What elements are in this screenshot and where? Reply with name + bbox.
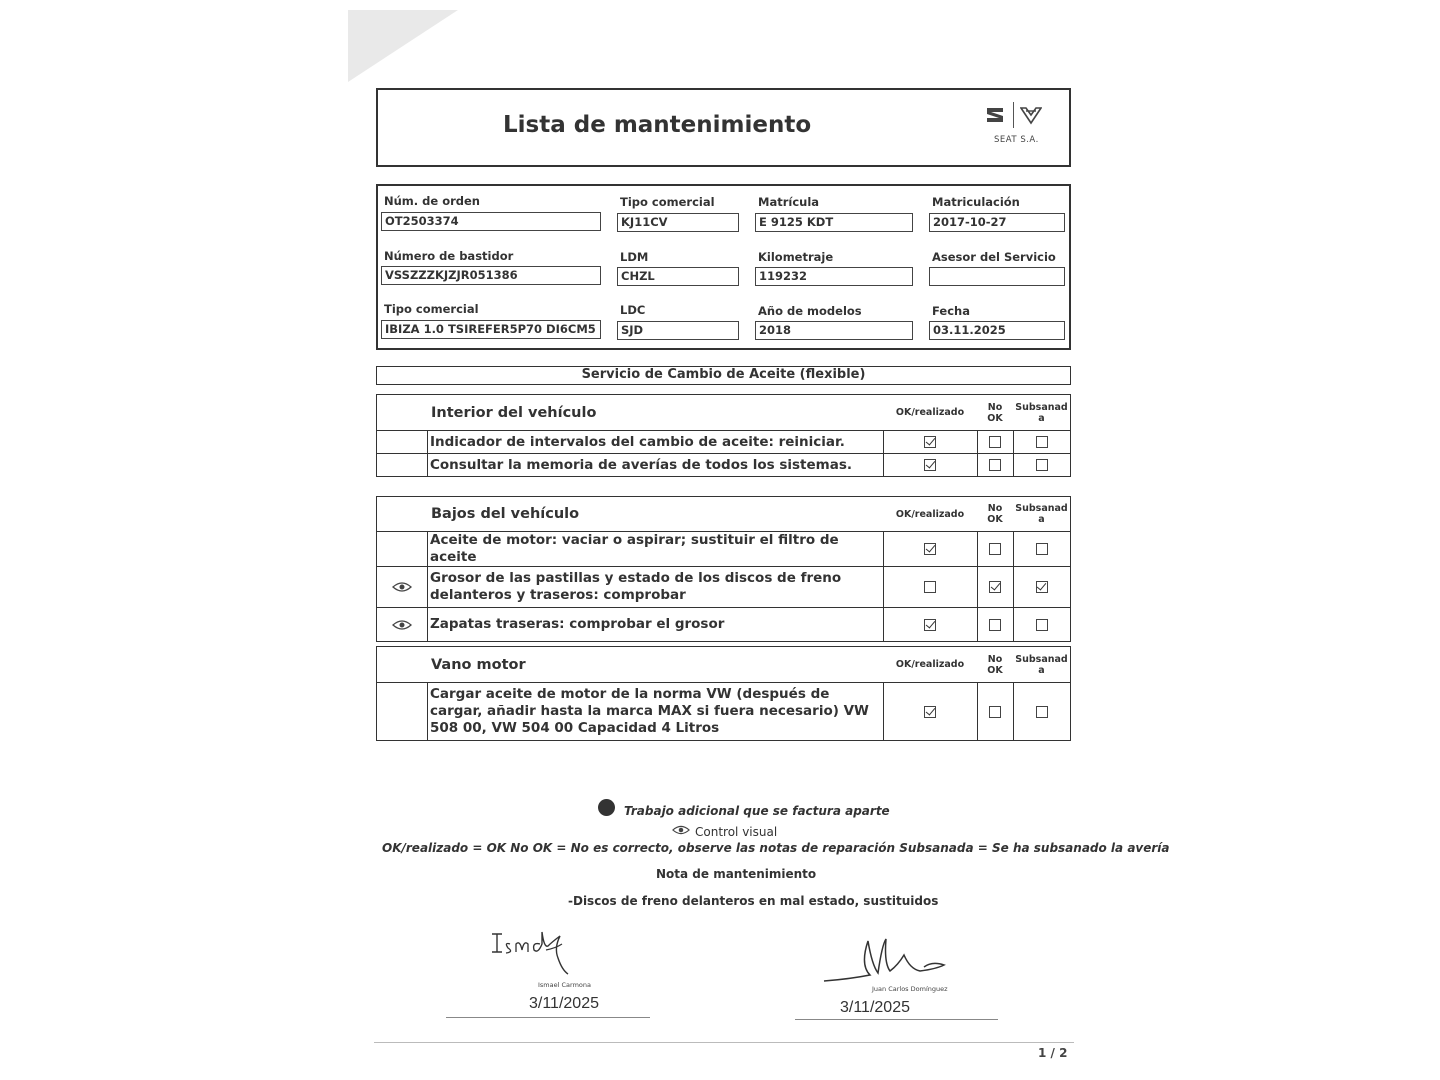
legend-visual-check: Control visual bbox=[695, 825, 778, 839]
col-header-no-ok: No OK bbox=[977, 647, 1013, 683]
field-label: Asesor del Servicio bbox=[932, 250, 1056, 264]
item-text: Cargar aceite de motor de la norma VW (después de cargar, añadir hasta la marca MAX si fuera necesario) VW 508 00, VW 504 00 Capacidad 4 Litros bbox=[428, 683, 884, 741]
signature-1 bbox=[488, 928, 580, 978]
eye-cell bbox=[377, 608, 428, 642]
field-label: Núm. de orden bbox=[384, 194, 480, 208]
field-label: Fecha bbox=[932, 304, 970, 318]
section-title: Bajos del vehículo bbox=[377, 497, 884, 532]
ldc-field: SJD bbox=[617, 321, 739, 340]
item-text: Consultar la memoria de averías de todos los sistemas. bbox=[428, 454, 884, 477]
table-row bbox=[377, 683, 1071, 741]
subsanado-checkbox[interactable] bbox=[1036, 581, 1048, 593]
field-label: Tipo comercial bbox=[620, 195, 715, 209]
eye-icon bbox=[392, 581, 412, 593]
notes-title: Nota de mantenimiento bbox=[656, 867, 817, 881]
mileage-field: 119232 bbox=[755, 267, 913, 286]
signature-date: 3/11/2025 bbox=[840, 999, 910, 1016]
ok-checkbox[interactable] bbox=[924, 581, 936, 593]
no-ok-checkbox[interactable] bbox=[989, 619, 1001, 631]
cupra-logo-icon bbox=[1020, 105, 1042, 125]
ldm-field: CHZL bbox=[617, 267, 739, 286]
footer-divider bbox=[374, 1042, 1074, 1043]
commercial-type-field: IBIZA 1.0 TSIREFER5P70 DI6CM5 bbox=[381, 320, 601, 339]
company-name: SEAT S.A. bbox=[994, 135, 1039, 145]
vin-field: VSSZZZKJZJR051386 bbox=[381, 266, 601, 285]
item-text: Zapatas traseras: comprobar el grosor bbox=[428, 608, 884, 642]
service-advisor-field bbox=[929, 267, 1065, 286]
subsanado-checkbox[interactable] bbox=[1036, 619, 1048, 631]
ok-checkbox[interactable] bbox=[924, 436, 936, 448]
eye-cell bbox=[377, 532, 428, 567]
field-label: Matriculación bbox=[932, 195, 1020, 209]
eye-cell bbox=[377, 431, 428, 454]
model-year-field: 2018 bbox=[755, 321, 913, 340]
ok-cell bbox=[883, 532, 977, 567]
subsanado-cell bbox=[1013, 608, 1071, 642]
signature-line bbox=[795, 1019, 998, 1020]
plate-field: E 9125 KDT bbox=[755, 213, 913, 232]
ok-cell bbox=[883, 608, 977, 642]
col-header-ok: OK/realizado bbox=[883, 647, 977, 683]
eye-cell bbox=[377, 683, 428, 741]
table-row bbox=[377, 532, 1071, 567]
subsanado-checkbox[interactable] bbox=[1036, 459, 1048, 471]
order-number-field: OT2503374 bbox=[381, 212, 601, 231]
notes-body: -Discos de freno delanteros en mal estado, sustituidos bbox=[568, 894, 939, 908]
registration-date-field: 2017-10-27 bbox=[929, 213, 1065, 232]
page-title: Lista de mantenimiento bbox=[503, 112, 812, 138]
col-header-ok: OK/realizado bbox=[883, 395, 977, 431]
signature-line bbox=[446, 1017, 650, 1018]
eye-icon bbox=[672, 824, 690, 836]
checklist-engine-bay bbox=[376, 646, 1071, 741]
subsanado-checkbox[interactable] bbox=[1036, 436, 1048, 448]
subsanado-cell bbox=[1013, 431, 1071, 454]
eye-cell bbox=[377, 567, 428, 608]
section-title: Interior del vehículo bbox=[377, 395, 884, 431]
ok-checkbox[interactable] bbox=[924, 619, 936, 631]
item-text: Grosor de las pastillas y estado de los discos de freno delanteros y traseros: comprobar bbox=[428, 567, 884, 608]
item-text: Indicador de intervalos del cambio de aceite: reiniciar. bbox=[428, 431, 884, 454]
no-ok-cell bbox=[977, 431, 1013, 454]
field-label: Año de modelos bbox=[758, 304, 862, 318]
signature-2 bbox=[820, 935, 950, 987]
no-ok-cell bbox=[977, 454, 1013, 477]
col-header-subsanado: Subsanad a bbox=[1013, 647, 1071, 683]
legend-definitions: OK/realizado = OK No OK = No es correcto, observe las notas de reparación Subsanada = Se ha subsanado la avería bbox=[382, 841, 1170, 855]
no-ok-cell bbox=[977, 567, 1013, 608]
subsanado-cell bbox=[1013, 532, 1071, 567]
signer-name: Ismael Carmona bbox=[538, 981, 591, 989]
item-text: Aceite de motor: vaciar o aspirar; sustituir el filtro de aceite bbox=[428, 532, 884, 567]
field-label: Número de bastidor bbox=[384, 249, 514, 263]
no-ok-checkbox[interactable] bbox=[989, 543, 1001, 555]
signer-name: Juan Carlos Domínguez bbox=[872, 985, 948, 993]
col-header-subsanado: Subsanad a bbox=[1013, 497, 1071, 532]
no-ok-checkbox[interactable] bbox=[989, 581, 1001, 593]
service-title: Servicio de Cambio de Aceite (flexible) bbox=[376, 366, 1071, 385]
no-ok-cell bbox=[977, 532, 1013, 567]
seat-logo-icon bbox=[985, 105, 1005, 125]
col-header-no-ok: No OK bbox=[977, 395, 1013, 431]
date-field: 03.11.2025 bbox=[929, 321, 1065, 340]
subsanado-cell bbox=[1013, 567, 1071, 608]
table-row bbox=[377, 454, 1071, 477]
subsanado-cell bbox=[1013, 683, 1071, 741]
checklist-interior bbox=[376, 394, 1071, 477]
eye-cell bbox=[377, 454, 428, 477]
eye-icon bbox=[392, 619, 412, 631]
ok-checkbox[interactable] bbox=[924, 706, 936, 718]
ok-cell bbox=[883, 683, 977, 741]
no-ok-checkbox[interactable] bbox=[989, 706, 1001, 718]
table-row bbox=[377, 567, 1071, 608]
ok-cell bbox=[883, 567, 977, 608]
col-header-ok: OK/realizado bbox=[883, 497, 977, 532]
field-label: LDC bbox=[620, 303, 646, 317]
no-ok-checkbox[interactable] bbox=[989, 436, 1001, 448]
subsanado-checkbox[interactable] bbox=[1036, 543, 1048, 555]
table-row bbox=[377, 608, 1071, 642]
field-label: Kilometraje bbox=[758, 250, 834, 264]
ok-checkbox[interactable] bbox=[924, 543, 936, 555]
signature-date: 3/11/2025 bbox=[529, 995, 599, 1012]
field-label: Tipo comercial bbox=[384, 302, 479, 316]
col-header-subsanado: Subsanad a bbox=[1013, 395, 1071, 431]
page-number: 1 / 2 bbox=[1038, 1046, 1068, 1060]
subsanado-cell bbox=[1013, 454, 1071, 477]
checklist-underbody bbox=[376, 496, 1071, 642]
bullet-icon bbox=[598, 799, 615, 816]
section-title: Vano motor bbox=[377, 647, 884, 683]
folded-corner bbox=[348, 10, 458, 82]
ok-cell bbox=[883, 454, 977, 477]
field-label: LDM bbox=[620, 250, 649, 264]
no-ok-cell bbox=[977, 608, 1013, 642]
no-ok-cell bbox=[977, 683, 1013, 741]
ok-checkbox[interactable] bbox=[924, 459, 936, 471]
ok-cell bbox=[883, 431, 977, 454]
table-row bbox=[377, 431, 1071, 454]
logo-divider bbox=[1013, 102, 1014, 128]
col-header-no-ok: No OK bbox=[977, 497, 1013, 532]
no-ok-checkbox[interactable] bbox=[989, 459, 1001, 471]
commercial-type-code-field: KJ11CV bbox=[617, 213, 739, 232]
legend-extra-work: Trabajo adicional que se factura aparte bbox=[624, 804, 890, 818]
subsanado-checkbox[interactable] bbox=[1036, 706, 1048, 718]
field-label: Matrícula bbox=[758, 195, 820, 209]
